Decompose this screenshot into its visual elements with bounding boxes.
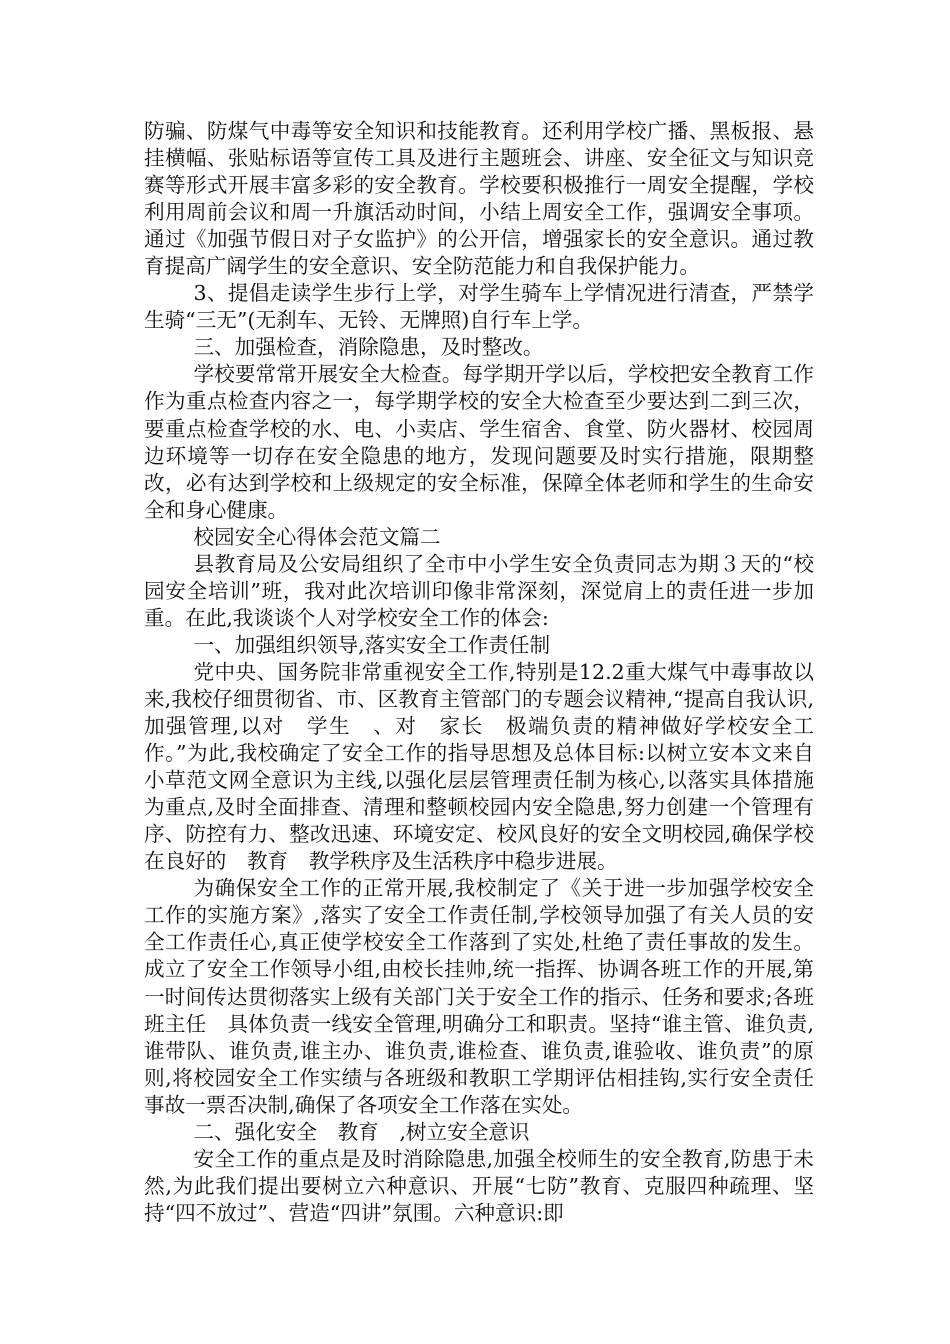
section-heading-2: 二、强化安全 教育 ,树立安全意识	[193, 1119, 530, 1144]
paragraph-1: 防骗、防煤气中毒等安全知识和技能教育。还利用学校广播、黑板报、悬挂横幅、张贴标语等宣传工具及进行主题班会、讲座、安全征文与知识竞赛等形式开展丰富多彩的安全教育。学校要积极推行一周安全提醒，学校利用周前会议和周一升旗活动时间，小结上周安全工作，强调安全事项。通过《加强节假日对子女监护》的公开信，增强家长的安全意识。通过教育提高广阔学生的安全意识、安全防范能力和自我保护能力。	[144, 119, 814, 279]
section-heading-1: 一、加强组织领导,落实安全工作责任制	[193, 632, 551, 657]
paragraph-4: 学校要常常开展安全大检查。每学期开学以后，学校把安全教育工作作为重点检查内容之一，每学期学校的安全大检查至少要达到二到三次，要重点检查学校的水、电、小卖店、学生宿舍、食堂、防火器材、校园周边环境等一切存在安全隐患的地方，发现问题要及时实行措施，限期整改，必有达到学校和上级规定的安全标准，保障全体老师和学生的生命安全和身心健康。	[144, 362, 814, 522]
article-title-2: 校园安全心得体会范文篇二	[193, 524, 441, 549]
paragraph-11: 安全工作的重点是及时消除隐患,加强全校师生的安全教育,防患于未然,为此我们提出要树立六种意识、开展“七防”教育、克服四种疏理、坚持“四不放过”、营造“四讲”氛围。六种意识:即	[144, 1146, 814, 1225]
paragraph-9: 为确保安全工作的正常开展,我校制定了《关于进一步加强学校安全工作的实施方案》,落实了安全工作责任制,学校领导加强了有关人员的安全工作责任心,真正使学校安全工作落到了实处,杜绝了责任事故的发生。成立了安全工作领导小组,由校长挂帅,统一指挥、协调各班工作的开展,第一时间传达贯彻落实上级有关部门关于安全工作的指示、任务和要求;各班 班主任 具体负责一线安全管理,明确分工和职责。坚持“谁主管、谁负责,谁带队、谁负责,谁主办、谁负责,谁检查、谁负责,谁验收、谁负责”的原则,将校园安全工作实绩与各班级和教职工学期评估相挂钩,实行安全责任事故一票否决制,确保了各项安全工作落在实处。	[144, 876, 835, 1117]
section-heading-3: 三、加强检查，消除隐患，及时整改。	[193, 335, 544, 360]
paragraph-2: 3、提倡走读学生步行上学，对学生骑车上学情况进行清查，严禁学生骑“三无”(无刹车、无铃、无牌照)自行车上学。	[144, 281, 814, 333]
document-page	[144, 118, 835, 1227]
paragraph-8: 党中央、国务院非常重视安全工作,特别是12.2重大煤气中毒事故以来,我校仔细贯彻省、市、区教育主管部门的专题会议精神,“提高自我认识,加强管理,以对 学生 、对 家长 极端负责的精神做好学校安全工作。”为此,我校确定了安全工作的指导思想及总体目标:以树立安本文来自小草范文网全意识为主线,以强化层层管理责任制为核心,以落实具体措施为重点,及时全面排查、清理和整顿校园内安全隐患,努力创建一个管理有序、防控有力、整改迅速、环境安定、校风良好的安全文明校园,确保学校在良好的 教育 教学秩序及生活秩序中稳步进展。	[144, 659, 814, 874]
paragraph-6: 县教育局及公安局组织了全市中小学生安全负责同志为期３天的“校园安全培训”班，我对此次培训印像非常深刻，深觉肩上的责任进一步加重。在此,我谈谈个人对学校安全工作的体会:	[144, 551, 814, 630]
